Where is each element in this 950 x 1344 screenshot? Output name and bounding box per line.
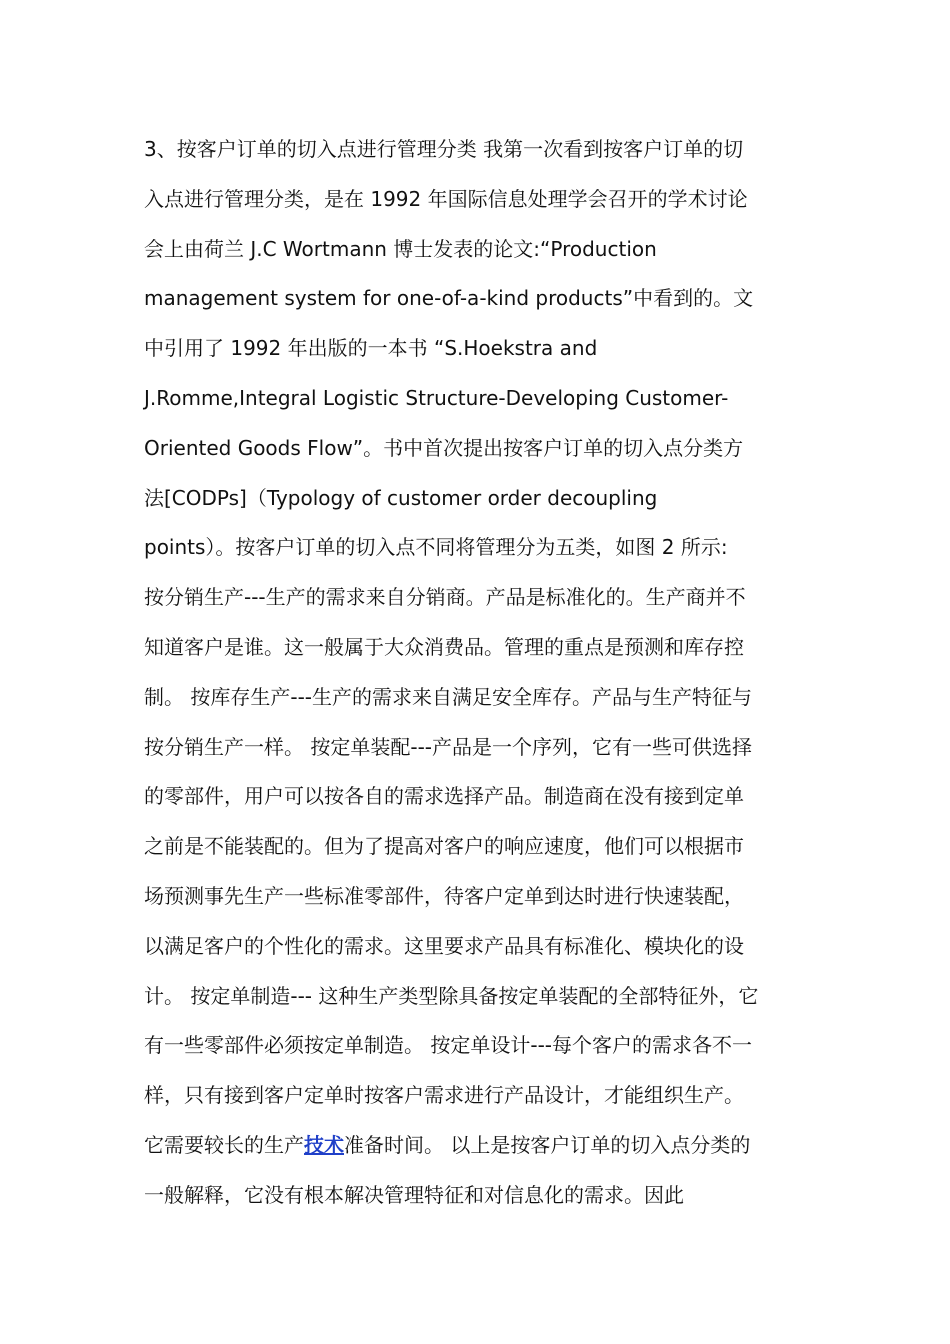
text-line: 计。 按定单制造--- 这种生产类型除具备按定单装配的全部特征外，它 xyxy=(144,983,759,1008)
text-line: Oriented Goods Flow”。书中首次提出按客户订单的切入点分类方 xyxy=(144,435,744,460)
text-line-with-link xyxy=(144,1121,824,1171)
text-line: J.Romme,Integral Logistic Structure-Developing Customer- xyxy=(144,385,729,410)
text-line: 中引用了 1992 年出版的一本书 “S.Hoekstra and xyxy=(144,336,598,361)
text-before-link: 它需要较长的生产 xyxy=(144,1132,304,1157)
text-line: 按分销生产一样。 按定单装配---产品是一个序列，它有一些可供选择 xyxy=(144,734,753,759)
text-line: management system for one-of-a-kind products”中看到的。文 xyxy=(144,286,754,311)
text-line: points）。按客户订单的切入点不同将管理分为五类，如图 2 所示: xyxy=(144,535,728,560)
text-line: 3、按客户订单的切入点进行管理分类 我第一次看到按客户订单的切 xyxy=(144,137,744,161)
text-line: 之前是不能装配的。但为了提高对客户的响应速度，他们可以根据市 xyxy=(144,834,744,859)
technology-link[interactable]: 技术 xyxy=(304,1132,344,1157)
text-after-link: 准备时间。 以上是按客户订单的切入点分类的 xyxy=(344,1132,751,1157)
text-line: 样，只有接到客户定单时按客户需求进行产品设计，才能组织生产。 xyxy=(144,1083,744,1108)
text-line: 会上由荷兰 J.C Wortmann 博士发表的论文:“Production xyxy=(144,236,657,261)
text-line: 知道客户是谁。这一般属于大众消费品。管理的重点是预测和库存控 xyxy=(144,634,744,659)
text-line: 制。 按库存生产---生产的需求来自满足安全库存。产品与生产特征与 xyxy=(144,684,753,709)
text-line: 的零部件，用户可以按各自的需求选择产品。制造商在没有接到定单 xyxy=(144,784,744,809)
text-line: 场预测事先生产一些标准零部件，待客户定单到达时进行快速装配， xyxy=(144,883,744,908)
text-line: 法[CODPs]（Typology of customer order decoupling xyxy=(144,485,658,510)
text-line: 以满足客户的个性化的需求。这里要求产品具有标准化、模块化的设 xyxy=(144,933,744,958)
text-line: 入点进行管理分类，是在 1992 年国际信息处理学会召开的学术讨论 xyxy=(144,186,748,211)
text-line: 按分销生产---生产的需求来自分销商。产品是标准化的。生产商并不 xyxy=(144,585,746,610)
text-line: 一般解释，它没有根本解决管理特征和对信息化的需求。因此 xyxy=(144,1182,684,1207)
text-line: 有一些零部件必须按定单制造。 按定单设计---每个客户的需求各不一 xyxy=(144,1033,753,1058)
body-text xyxy=(144,125,824,1221)
